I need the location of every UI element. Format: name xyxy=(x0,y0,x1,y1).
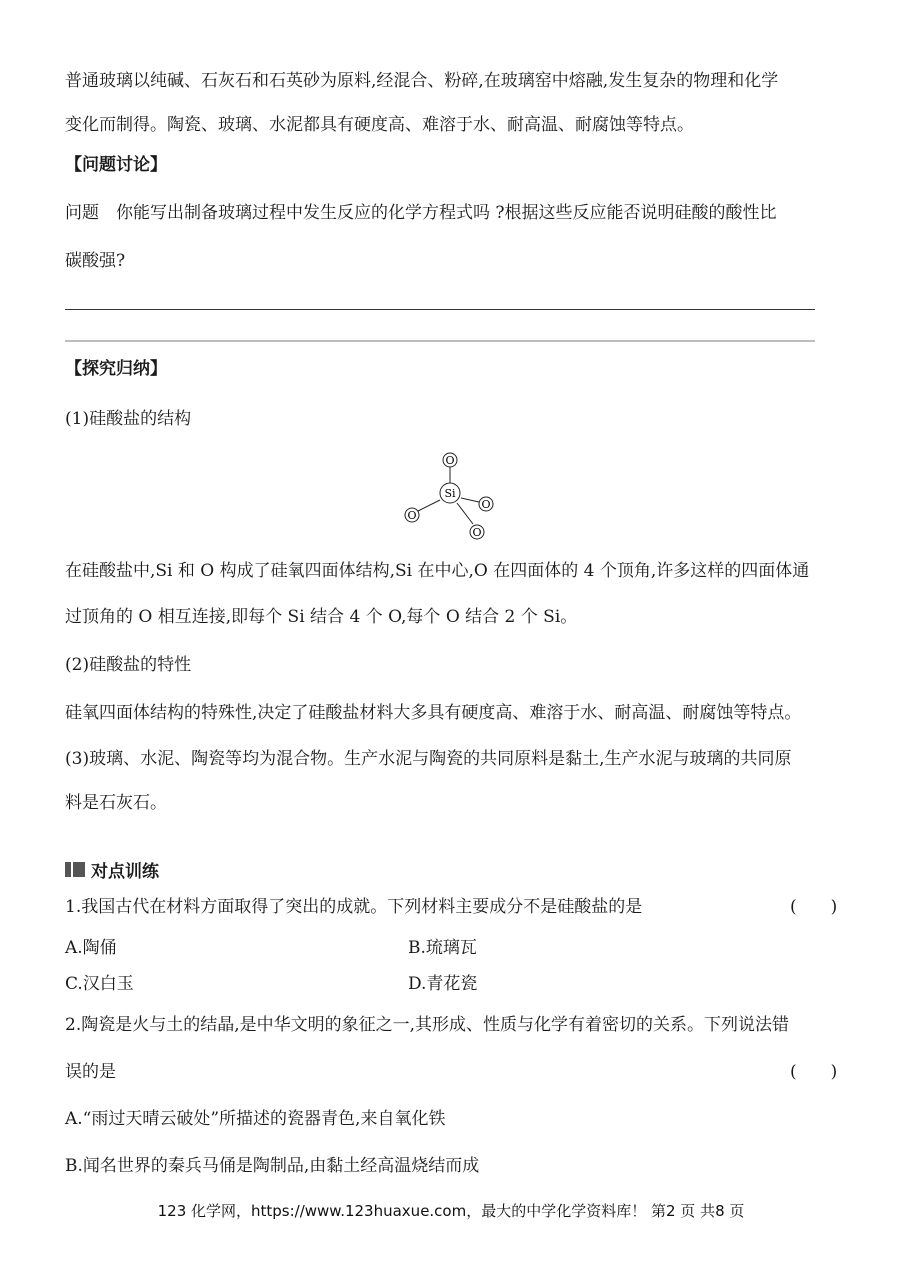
question-1-stem: 1.我国古代在材料方面取得了突出的成就。下列材料主要成分不是硅酸盐的是 xyxy=(65,897,643,917)
training-heading-text: 对点训练 xyxy=(91,862,159,882)
intro-line-1: 普通玻璃以纯碱、石灰石和石英砂为原料,经混合、粉碎,在玻璃窑中熔融,发生复杂的物理和化学 xyxy=(65,71,779,91)
summary-item-2-title: (2)硅酸盐的特性 xyxy=(65,655,192,675)
page-footer: 123 化学网，https://www.123huaxue.com，最大的中学化学资料库！ 第2 页 共8 页 xyxy=(157,1202,745,1220)
summary-item-3-line-1: (3)玻璃、水泥、陶瓷等均为混合物。生产水泥与陶瓷的共同原料是黏土,生产水泥与玻璃的共同原 xyxy=(65,749,792,769)
svg-text:O: O xyxy=(445,454,455,467)
question-2-stem-line-2: 误的是 xyxy=(65,1062,116,1082)
summary-heading: 【探究归纳】 xyxy=(65,359,167,379)
oxygen-atom-left xyxy=(405,508,419,522)
silicon-oxygen-tetrahedron-diagram xyxy=(395,448,505,546)
question-1-answer-blank: ( ) xyxy=(790,897,838,917)
svg-text:O: O xyxy=(407,509,417,522)
question-2-answer-blank: ( ) xyxy=(790,1062,838,1082)
section-marker-icon xyxy=(65,862,85,877)
discussion-question-line-1: 问题 你能写出制备玻璃过程中发生反应的化学方程式吗 ?根据这些反应能否说明硅酸的酸性比 xyxy=(65,203,777,223)
summary-item-1-line-1: 在硅酸盐中,Si 和 O 构成了硅氧四面体结构,Si 在中心,O 在四面体的 4 个顶角,许多这样的四面体通 xyxy=(65,561,810,581)
summary-item-2-line-1: 硅氧四面体结构的特殊性,决定了硅酸盐材料大多具有硬度高、难溶于水、耐高温、耐腐蚀等特点。 xyxy=(65,703,802,723)
question-2-option-b: B.闻名世界的秦兵马俑是陶制品,由黏土经高温烧结而成 xyxy=(65,1156,480,1176)
question-1-option-a: A.陶俑 xyxy=(65,938,117,958)
discussion-question-line-2: 碳酸强? xyxy=(65,251,126,271)
oxygen-atom-top xyxy=(443,453,457,467)
discussion-heading: 【问题讨论】 xyxy=(65,155,167,175)
answer-line xyxy=(65,309,815,310)
training-section-heading xyxy=(65,857,159,882)
oxygen-atom-bottom xyxy=(470,525,484,539)
summary-item-1-line-2: 过顶角的 O 相互连接,即每个 Si 结合 4 个 O,每个 O 结合 2 个 Si。 xyxy=(65,607,578,627)
svg-text:O: O xyxy=(481,498,491,511)
question-1-option-d: D.青花瓷 xyxy=(408,974,478,994)
svg-text:O: O xyxy=(472,526,482,539)
silicon-atom-center xyxy=(440,483,460,503)
summary-item-1-title: (1)硅酸盐的结构 xyxy=(65,409,192,429)
question-1-option-b: B.琉璃瓦 xyxy=(408,938,477,958)
question-1-option-c: C.汉白玉 xyxy=(65,974,134,994)
svg-text:Si: Si xyxy=(444,487,456,500)
question-2-option-a: A.“雨过天晴云破处”所描述的瓷器青色,来自氧化铁 xyxy=(65,1109,446,1129)
question-2-stem-line-1: 2.陶瓷是火与土的结晶,是中华文明的象征之一,其形成、性质与化学有着密切的关系。下列说法错 xyxy=(65,1015,790,1035)
intro-line-2: 变化而制得。陶瓷、玻璃、水泥都具有硬度高、难溶于水、耐高温、耐腐蚀等特点。 xyxy=(65,115,694,135)
section-divider xyxy=(65,340,815,342)
summary-item-3-line-2: 料是石灰石。 xyxy=(65,793,167,813)
oxygen-atom-right xyxy=(479,497,493,511)
